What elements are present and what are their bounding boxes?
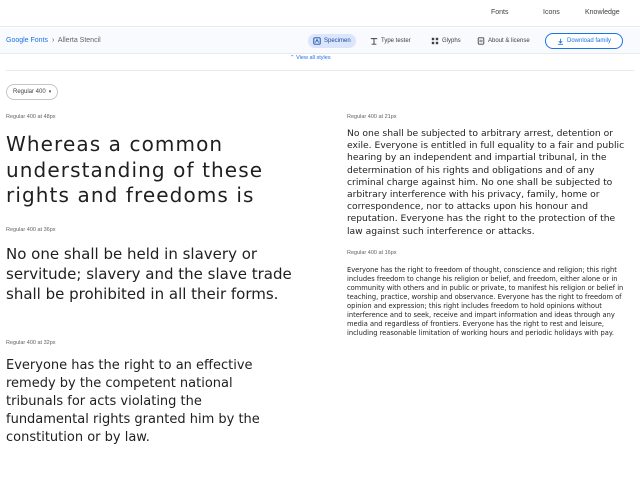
tab-type-tester-label: Type tester — [381, 38, 411, 44]
chevron-down-icon: ▾ — [48, 89, 52, 95]
tab-about-label: About & license — [488, 38, 530, 44]
breadcrumb-separator: › — [51, 37, 55, 44]
font-header-bar — [0, 28, 640, 54]
download-icon — [557, 38, 564, 45]
download-family-label: Download family — [566, 38, 612, 44]
specimen-text-21[interactable]: No one shall be subjected to arbitrary arrest, detention or exile. Everyone is entitled in full equality to a fair and public hearing by an independent and impartial tribunal, in the determination of his rights and obligations and of any criminal charge against him. No one shall be subjected to arbitrary interference with his privacy, family, home or correspondence, nor to attacks upon his honour and reputation. Everyone has the right to the protection of the law against such interference or attacks. — [347, 128, 625, 237]
about-icon — [477, 37, 485, 45]
breadcrumb-google-fonts[interactable]: Google Fonts — [6, 37, 49, 44]
chevron-up-icon: ⌃ — [290, 55, 295, 61]
specimen-text-32[interactable]: Everyone has the right to an effective remedy by the competent national tribunals for acts violating the fundamental rights granted him by the constitution or by law. — [6, 358, 260, 445]
specimen-label-21: Regular 400 at 21px — [347, 114, 397, 120]
type-tester-icon — [370, 37, 378, 45]
tab-glyphs-label: Glyphs — [442, 38, 461, 44]
specimen-text-16[interactable]: Everyone has the right to freedom of thought, conscience and religion; this right includes freedom to change his religion or belief, and freedom, either alone or in community with others and in public or private, to manifest his religion or belief in teaching, practice, worship and observance. Everyone has the right to freedom of opinion and expression; this right includes freedom to hold opinions without interference and to seek, receive and impart information and ideas through any media and regardless of frontiers. Everyone has the right to rest and leisure, including reasonable limitation of working hours and periodic holidays with pay. — [347, 266, 624, 337]
nav-link-fonts[interactable]: Fonts — [491, 9, 509, 16]
specimen-icon — [313, 37, 321, 45]
download-family-button[interactable] — [545, 33, 623, 49]
breadcrumb-font-name: Allerta Stencil — [57, 37, 101, 44]
top-navigation — [0, 0, 640, 27]
specimen-label-48: Regular 400 at 48px — [6, 114, 56, 120]
tab-about-license[interactable] — [472, 34, 535, 48]
specimen-text-48[interactable]: Whereas a common understanding of these rights and freedoms is — [6, 132, 264, 207]
divider — [6, 70, 634, 71]
specimen-label-36: Regular 400 at 36px — [6, 227, 56, 233]
glyphs-icon — [431, 37, 439, 45]
specimen-label-32: Regular 400 at 32px — [6, 340, 56, 346]
tab-specimen-label: Specimen — [324, 38, 351, 44]
specimen-label-16: Regular 400 at 16px — [347, 250, 397, 256]
style-select-value: Regular 400 — [13, 89, 46, 95]
tab-glyphs[interactable] — [426, 34, 466, 48]
style-select[interactable] — [6, 84, 58, 100]
specimen-text-36[interactable]: No one shall be held in slavery or servitude; slavery and the slave trade shall be prohibited in all their forms. — [6, 245, 292, 303]
tab-specimen[interactable] — [308, 34, 356, 48]
nav-link-icons[interactable]: Icons — [543, 9, 560, 16]
breadcrumb — [6, 37, 101, 44]
nav-link-knowledge[interactable]: Knowledge — [585, 9, 620, 16]
view-all-styles-link[interactable] — [290, 55, 331, 61]
tab-type-tester[interactable] — [365, 34, 416, 48]
view-all-styles-label: View all styles — [296, 55, 331, 61]
